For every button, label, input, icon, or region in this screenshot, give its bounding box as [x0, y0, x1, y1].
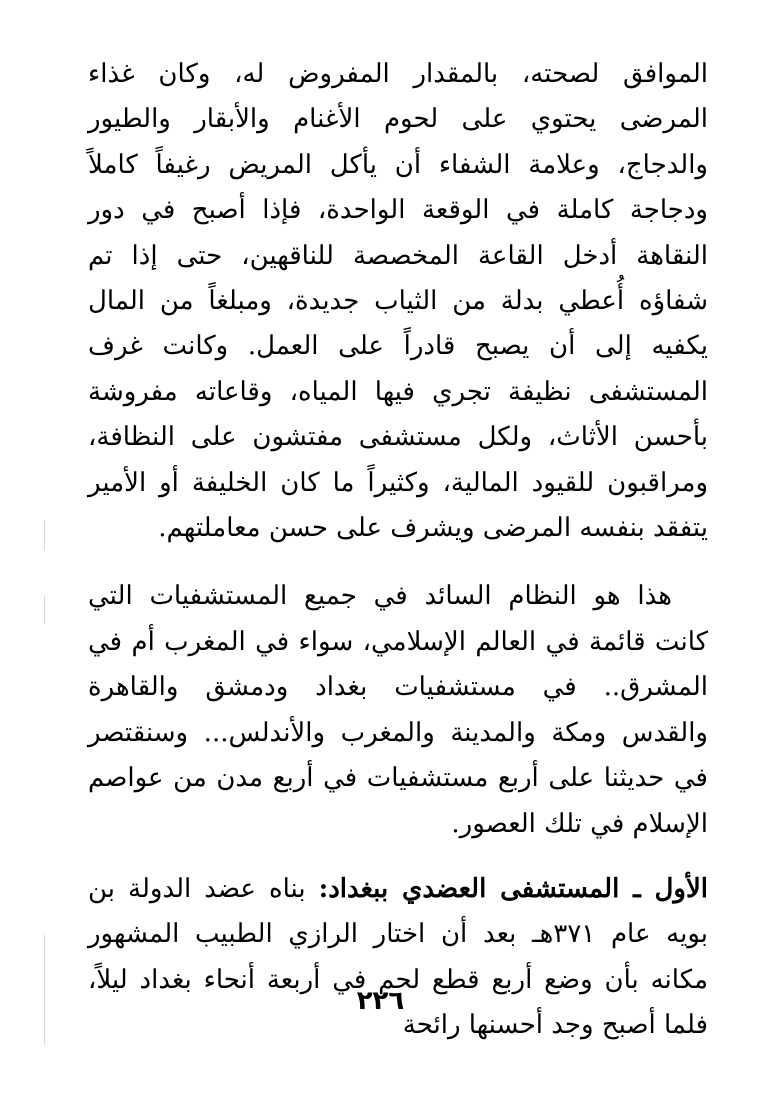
paragraph-hospital-care: الموافق لصحته، بالمقدار المفروض له، وكان غذاء المرضى يحتوي على لحوم الأغنام والأبقار والطيور والدجاج، وعلامة الشفاء أن يأكل المريض رغيفاً كاملاً ودجاجة كاملة في الوقعة الواحدة، فإذا أصبح في دور النقاهة أدخل القاعة المخصصة للناقهين، حتى إذا تم شفاؤه أُعطي بدلة من الثياب جديدة، ومبلغاً من المال يكفيه إلى أن يصبح قادراً على العمل. وكانت غرف المستشفى نظيفة تجري فيها المياه، وقاعاته مفروشة بأحسن الأثاث، ولكل مستشفى مفتشون على النظافة، ومراقبون للقيود المالية، وكثيراً ما كان الخليفة أو الأمير يتفقد بنفسه المرضى ويشرف على حسن معاملتهم. [88, 59, 708, 544]
page-number: ٢٢٦ [356, 986, 405, 1016]
margin-mark [44, 596, 45, 624]
paragraph-hospital-system: هذا هو النظام السائد في جميع المستشفيات التي كانت قائمة في العالم الإسلامي، سواء في المغرب أم في المشرق.. في مستشفيات بغداد ودمشق والقاهرة والقدس ومكة والمدينة والمغرب والأندلس... وسنقتصر في حديثنا على أربع مستشفيات في أربع مدن من عواصم الإسلام في تلك العصور. [88, 581, 708, 839]
section-body: بناه عضد الدولة بن بويه عام ٣٧١هـ بعد أن اختار الرازي الطبيب المشهور مكانه بأن وضع أربع قطع لحم في أربعة أنحاء بغداد ليلاً، فلما أصبح وجد أحسنها رائحة [88, 873, 708, 1041]
section-heading: الأول ـ المستشفى العضدي ببغداد: [318, 873, 709, 904]
page-body [88, 52, 708, 1049]
margin-mark [44, 520, 45, 550]
paragraph-adudi-hospital [88, 867, 708, 1049]
